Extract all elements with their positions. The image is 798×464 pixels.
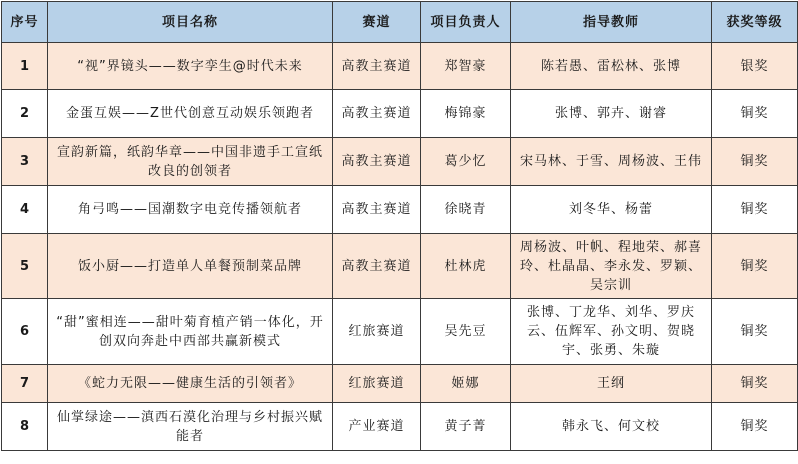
row-leader: 吴先豆 bbox=[421, 299, 511, 365]
row-advisors: 王纲 bbox=[511, 365, 712, 403]
row-project-name: 饭小厨——打造单人单餐预制菜品牌 bbox=[48, 234, 333, 299]
row-leader: 郑智豪 bbox=[421, 43, 511, 90]
row-project-name: 金蛋互娱——Z世代创意互动娱乐领跑者 bbox=[48, 90, 333, 138]
row-track: 高教主赛道 bbox=[333, 90, 421, 138]
row-advisors: 宋马林、于雪、周杨波、王伟 bbox=[511, 138, 712, 186]
table-row bbox=[2, 43, 798, 90]
row-track: 产业赛道 bbox=[333, 403, 421, 451]
row-track: 高教主赛道 bbox=[333, 234, 421, 299]
row-award: 铜奖 bbox=[712, 186, 798, 234]
row-award: 铜奖 bbox=[712, 138, 798, 186]
row-no: 8 bbox=[2, 403, 48, 451]
row-project-name: 角弓鸣——国潮数字电竞传播领航者 bbox=[48, 186, 333, 234]
row-award: 铜奖 bbox=[712, 234, 798, 299]
header-row bbox=[2, 2, 798, 43]
row-track: 红旅赛道 bbox=[333, 299, 421, 365]
header-project-name: 项目名称 bbox=[48, 2, 333, 43]
header-leader: 项目负责人 bbox=[421, 2, 511, 43]
row-leader: 杜林虎 bbox=[421, 234, 511, 299]
table-row bbox=[2, 138, 798, 186]
row-track: 高教主赛道 bbox=[333, 43, 421, 90]
row-award: 铜奖 bbox=[712, 90, 798, 138]
header-track: 赛道 bbox=[333, 2, 421, 43]
awards-table bbox=[1, 1, 798, 451]
row-no: 7 bbox=[2, 365, 48, 403]
row-advisors: 韩永飞、何文校 bbox=[511, 403, 712, 451]
table-row bbox=[2, 299, 798, 365]
row-leader: 葛少忆 bbox=[421, 138, 511, 186]
header-no: 序号 bbox=[2, 2, 48, 43]
table-row bbox=[2, 186, 798, 234]
table-row bbox=[2, 234, 798, 299]
row-advisors: 刘冬华、杨蕾 bbox=[511, 186, 712, 234]
row-project-name: “甜”蜜相连——甜叶菊育植产销一体化，开创双向奔赴中西部共赢新模式 bbox=[48, 299, 333, 365]
row-no: 6 bbox=[2, 299, 48, 365]
row-advisors: 张博、郭卉、谢睿 bbox=[511, 90, 712, 138]
row-track: 高教主赛道 bbox=[333, 186, 421, 234]
row-project-name: 《蛇力无限——健康生活的引领者》 bbox=[48, 365, 333, 403]
header-advisors: 指导教师 bbox=[511, 2, 712, 43]
table-row bbox=[2, 90, 798, 138]
row-track: 高教主赛道 bbox=[333, 138, 421, 186]
row-leader: 徐晓青 bbox=[421, 186, 511, 234]
row-advisors: 陈若愚、雷松林、张博 bbox=[511, 43, 712, 90]
row-no: 5 bbox=[2, 234, 48, 299]
header-award: 获奖等级 bbox=[712, 2, 798, 43]
table-row bbox=[2, 403, 798, 451]
row-no: 3 bbox=[2, 138, 48, 186]
row-advisors: 张博、丁龙华、刘华、罗庆云、伍辉军、孙文明、贺晓宇、张勇、朱璇 bbox=[511, 299, 712, 365]
row-project-name: 仙掌绿途——滇西石漠化治理与乡村振兴赋能者 bbox=[48, 403, 333, 451]
row-leader: 黄子菁 bbox=[421, 403, 511, 451]
row-no: 1 bbox=[2, 43, 48, 90]
row-advisors: 周杨波、叶帆、程地荣、郝喜玲、杜晶晶、李永发、罗颖、吴宗训 bbox=[511, 234, 712, 299]
row-award: 银奖 bbox=[712, 43, 798, 90]
row-leader: 梅锦豪 bbox=[421, 90, 511, 138]
row-project-name: 宣韵新篇，纸韵华章——中国非遗手工宣纸改良的创领者 bbox=[48, 138, 333, 186]
row-award: 铜奖 bbox=[712, 403, 798, 451]
row-no: 4 bbox=[2, 186, 48, 234]
row-project-name: “视”界镜头——数字孪生@时代未来 bbox=[48, 43, 333, 90]
table-row bbox=[2, 365, 798, 403]
row-award: 铜奖 bbox=[712, 299, 798, 365]
row-track: 红旅赛道 bbox=[333, 365, 421, 403]
row-leader: 姬娜 bbox=[421, 365, 511, 403]
row-no: 2 bbox=[2, 90, 48, 138]
row-award: 铜奖 bbox=[712, 365, 798, 403]
